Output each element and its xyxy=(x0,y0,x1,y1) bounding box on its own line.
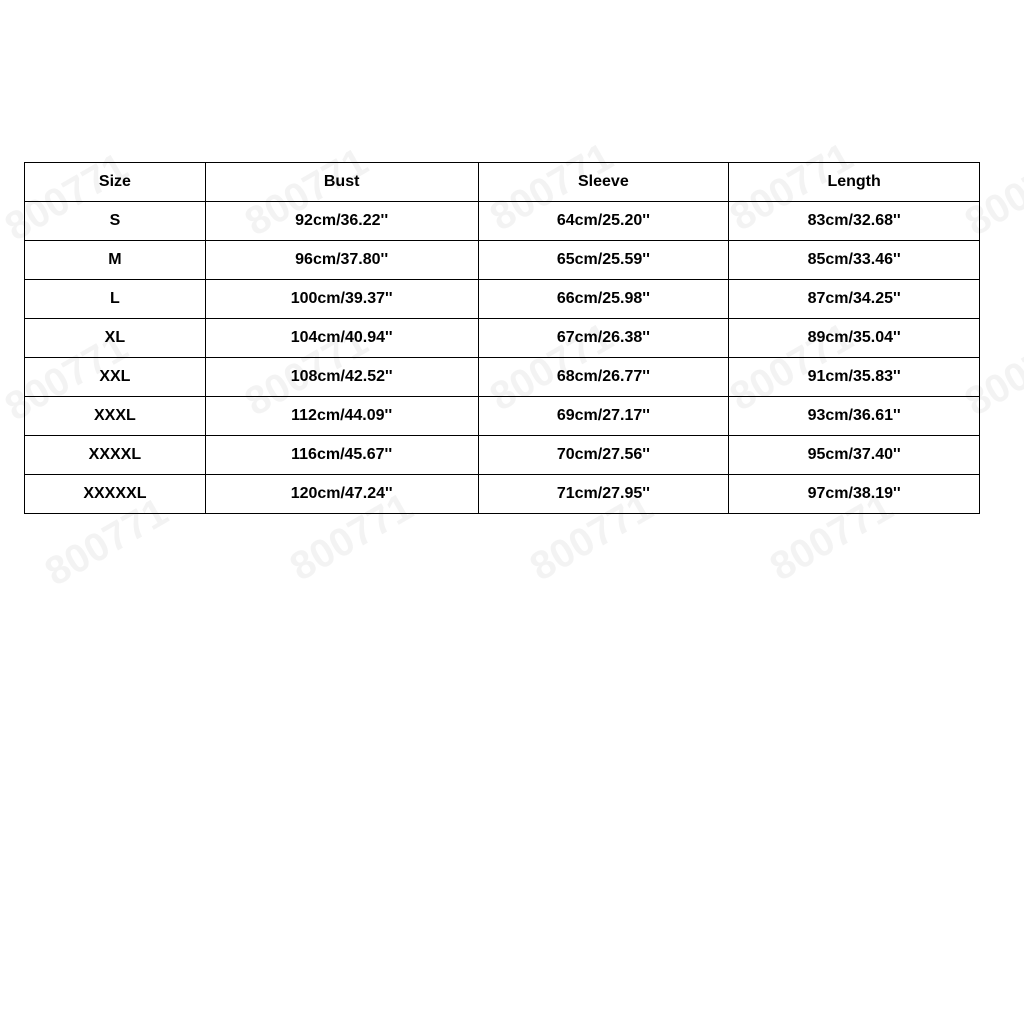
length-cell: 95cm/37.40'' xyxy=(729,436,980,475)
table-row xyxy=(25,475,980,514)
bust-cell: 96cm/37.80'' xyxy=(205,241,478,280)
bust-cell: 120cm/47.24'' xyxy=(205,475,478,514)
bust-cell: 112cm/44.09'' xyxy=(205,397,478,436)
size-cell: XXXXXL xyxy=(25,475,206,514)
sleeve-cell: 71cm/27.95'' xyxy=(478,475,729,514)
column-header-sleeve: Sleeve xyxy=(478,163,729,202)
sleeve-cell: 67cm/26.38'' xyxy=(478,319,729,358)
sleeve-cell: 69cm/27.17'' xyxy=(478,397,729,436)
size-cell: L xyxy=(25,280,206,319)
table-row xyxy=(25,202,980,241)
table-row xyxy=(25,397,980,436)
length-cell: 91cm/35.83'' xyxy=(729,358,980,397)
size-cell: S xyxy=(25,202,206,241)
length-cell: 85cm/33.46'' xyxy=(729,241,980,280)
sleeve-cell: 65cm/25.59'' xyxy=(478,241,729,280)
size-chart-table xyxy=(24,162,980,514)
table-row xyxy=(25,319,980,358)
bust-cell: 108cm/42.52'' xyxy=(205,358,478,397)
table-row xyxy=(25,436,980,475)
length-cell: 97cm/38.19'' xyxy=(729,475,980,514)
size-cell: XXXXL xyxy=(25,436,206,475)
sleeve-cell: 68cm/26.77'' xyxy=(478,358,729,397)
bust-cell: 100cm/39.37'' xyxy=(205,280,478,319)
table-row xyxy=(25,280,980,319)
length-cell: 89cm/35.04'' xyxy=(729,319,980,358)
size-cell: M xyxy=(25,241,206,280)
column-header-length: Length xyxy=(729,163,980,202)
bust-cell: 92cm/36.22'' xyxy=(205,202,478,241)
table-row xyxy=(25,241,980,280)
sleeve-cell: 70cm/27.56'' xyxy=(478,436,729,475)
length-cell: 93cm/36.61'' xyxy=(729,397,980,436)
sleeve-cell: 66cm/25.98'' xyxy=(478,280,729,319)
column-header-size: Size xyxy=(25,163,206,202)
table-header-row xyxy=(25,163,980,202)
size-cell: XXL xyxy=(25,358,206,397)
length-cell: 83cm/32.68'' xyxy=(729,202,980,241)
bust-cell: 104cm/40.94'' xyxy=(205,319,478,358)
table-row xyxy=(25,358,980,397)
length-cell: 87cm/34.25'' xyxy=(729,280,980,319)
size-cell: XL xyxy=(25,319,206,358)
sleeve-cell: 64cm/25.20'' xyxy=(478,202,729,241)
column-header-bust: Bust xyxy=(205,163,478,202)
bust-cell: 116cm/45.67'' xyxy=(205,436,478,475)
size-cell: XXXL xyxy=(25,397,206,436)
